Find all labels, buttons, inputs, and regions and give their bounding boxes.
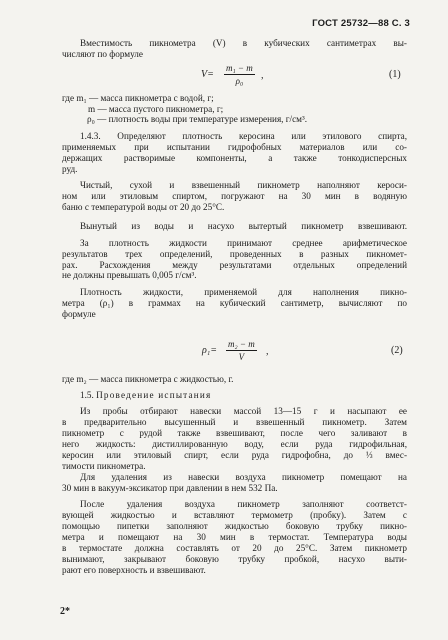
text-line: За плотность жидкости принимают среднее арифметическое	[80, 238, 407, 248]
text-line: числяют по формуле	[62, 49, 143, 59]
footer-mark: 2*	[60, 606, 70, 617]
text-line: руд.	[62, 164, 78, 174]
text-line: керосин или этиловый спирт, если руда гидрофобна, до ⅓ вмес-	[62, 450, 407, 460]
text-line: Для удаления из навески воздуха пикнометр помещают на	[80, 472, 407, 482]
definition-line: ρ₀ — плотность воды при температуре измерения, г/см³.	[87, 114, 308, 124]
text-line: формуле	[62, 309, 96, 319]
text-line: баню с температурой воды от 20 до 25°С.	[62, 202, 225, 212]
text-line: Вынутый из воды и насухо вытертый пикнометр взвешивают.	[80, 221, 407, 231]
equation-number: (2)	[391, 345, 403, 356]
text-line: вынимают, закрывают боковую трубку пробкой, насухо выти-	[62, 554, 407, 564]
formula-comma: ,	[261, 70, 264, 81]
formula-lhs: ρ₁=	[202, 345, 218, 356]
text-line: рах. Расхождения между результатами отдельных определений	[62, 260, 407, 270]
section-number: 1.5.	[80, 390, 94, 400]
text-line: вующей жидкостью и вставляют термометр (пробку). Затем с	[62, 510, 407, 520]
text-line: применяемых при испытании гидрофобных материалов или со-	[62, 142, 407, 152]
section-heading	[80, 390, 425, 401]
text-line: тимости пикнометра.	[62, 461, 146, 471]
text-line: Вместимость пикнометра (V) в кубических сантиметрах вы-	[80, 38, 407, 48]
text-line: пикнометр с рудой также взвешивают, после чего заливают в	[62, 428, 407, 438]
definition-line: где m₁ — масса пикнометра с водой, г;	[62, 93, 214, 103]
definition-line: m — масса пустого пикнометра, г;	[88, 104, 224, 114]
text-line: Плотность жидкости, применяемой для наполнения пикно-	[80, 287, 407, 297]
text-line: метра и помещают на 30 мин в термостат. Температура воды	[62, 532, 407, 542]
text-line: 30 мин в вакуум-эксикатор при давлении в нем 532 Па.	[62, 483, 278, 493]
text-line: рают его поверхность и взвешивают.	[62, 565, 206, 575]
text-line: Из пробы отбирают навески массой 13—15 г и насыпают ее	[80, 406, 407, 416]
text-line: не должны превышать 0,005 г/см³.	[62, 270, 197, 280]
text-line: в термостате должна составлять от 20 до 25°С. Затем пикнометр	[62, 543, 407, 553]
formula-numerator: m₂ − m	[228, 339, 255, 349]
definition-line: где m₂ — масса пикнометра с жидкостью, г.	[62, 374, 234, 384]
text-line: После удаления воздуха пикнометр заполняют соответст-	[80, 499, 407, 509]
equation-number: (1)	[389, 69, 401, 80]
text-line: метра (ρ₁) в граммах на кубический сантиметр, вычисляют по	[62, 298, 407, 308]
text-line: него жидкость: дистиллированную воду, если руда гидрофильная,	[62, 439, 407, 449]
formula-denominator: V	[238, 352, 245, 362]
page-header: ГОСТ 25732—88 С. 3	[312, 18, 410, 29]
formula-numerator: m₁ − m	[226, 63, 253, 73]
section-title: Проведение испытания	[96, 390, 212, 400]
formula-fraction	[224, 63, 255, 86]
text-line: помощью пипетки заполняют жидкостью боковую трубку пикно-	[62, 521, 407, 531]
text-line: результатов трех определений, проведенных в разных пикномет-	[62, 249, 407, 259]
formula-denominator: ρ₀	[235, 76, 244, 86]
text-line: ном или этиловым спиртом, погружают на 30 мин в водяную	[62, 191, 407, 201]
formula-lhs: V=	[201, 69, 214, 80]
formula-comma: ,	[266, 346, 269, 357]
formula-fraction	[226, 339, 257, 362]
text-line: 1.4.3. Определяют плотность керосина или этилового спирта,	[80, 131, 407, 141]
text-line: держащих растворимые компоненты, а также тонкодисперсных	[62, 153, 407, 163]
text-line: в предварительно высушенный и взвешенный пикнометр. Затем	[62, 417, 407, 427]
text-line: Чистый, сухой и взвешенный пикнометр наполняют кероси-	[80, 180, 407, 190]
